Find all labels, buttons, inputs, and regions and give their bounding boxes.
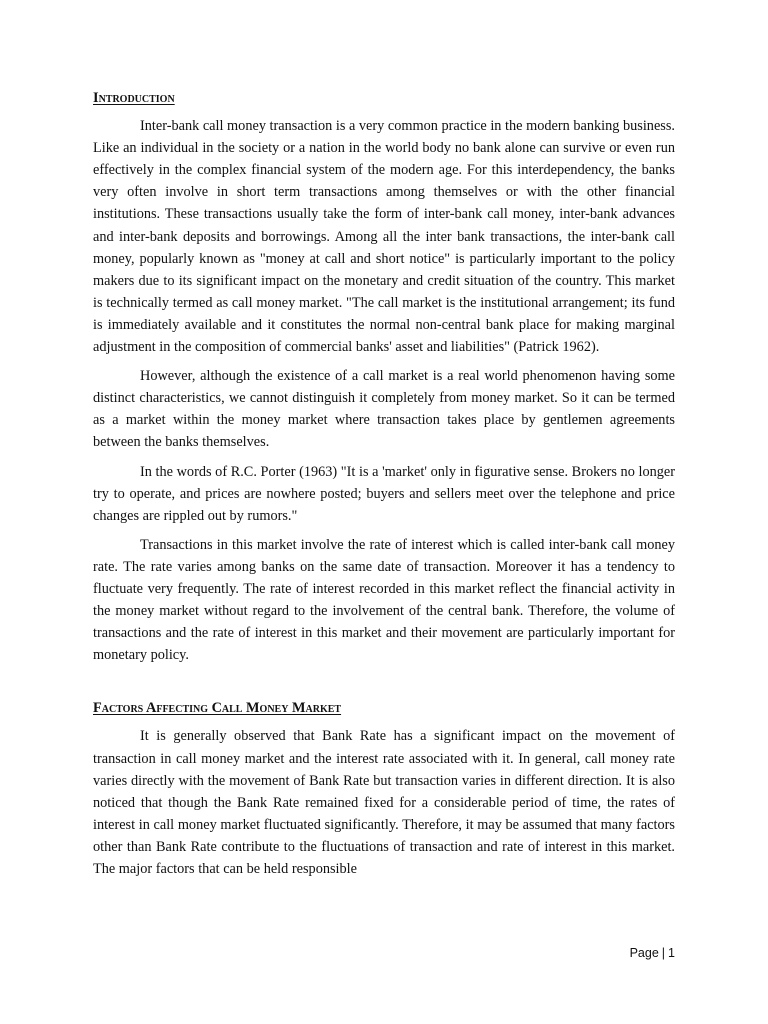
intro-paragraph-1: Inter-bank call money transaction is a very common practice in the modern banking business. Like an individual in the society or a nation in the world body no bank alone can survive or even run effectively in the complex financial system of the modern age. For this interdependency, the banks very often involve in short term transactions among themselves or with the other financial institutions. These transactions usually take the form of inter-bank call money, inter-bank advances and inter-bank deposits and borrowings. Among all the inter bank transactions, the inter-bank call money, popularly known as "money at call and short notice" is particularly important to the policy makers due to its significant impact on the monetary and credit situation of the country. This market is technically termed as call money market. "The call market is the institutional arrangement; its fund is immediately available and it constitutes the normal non-central bank place for making marginal adjustment in the composition of commercial banks' asset and liabilities" (Patrick 1962). xyxy=(93,118,675,356)
intro-paragraph-4: Transactions in this market involve the rate of interest which is called inter-bank call money rate. The rate varies among banks on the same date of transaction. Moreover it has a tendency to fluctuate very frequently. The rate of interest recorded in this market reflect the financial activity in the money market without regard to the involvement of the central bank. Therefore, the volume of transactions and the rate of interest in this market and their movement are particularly important for monetary policy. xyxy=(93,536,675,664)
factors-paragraph-1: It is generally observed that Bank Rate has a significant impact on the movement of transaction in call money market and the interest rate associated with it. In general, call money rate varies directly with the movement of Bank Rate but transaction varies in different direction. It is also noticed that though the Bank Rate remained fixed for a considerable period of time, the rates of interest in call money market fluctuated significantly. Therefore, it may be assumed that many factors other than Bank Rate contribute to the fluctuations of transaction and rate of interest in this market. The major factors that can be held responsible xyxy=(93,728,675,877)
page-label: Page xyxy=(629,946,659,960)
intro-paragraph-3: In the words of R.C. Porter (1963) "It is a 'market' only in figurative sense. Brokers no longer try to operate, and prices are nowhere posted; buyers and sellers meet over the telephone and price changes are rippled out by rumors." xyxy=(93,463,675,524)
section-heading-factors: Factors Affecting Call Money Market xyxy=(93,700,342,717)
page-footer xyxy=(630,946,675,960)
intro-paragraph-2: However, although the existence of a call market is a real world phenomenon having some distinct characteristics, we cannot distinguish it completely from money market. So it can be termed as a market within the money market where transaction takes place by gentlemen agreements between the banks themselves. xyxy=(93,368,675,451)
page-number: 1 xyxy=(668,946,675,960)
section-heading-introduction: Introduction xyxy=(93,90,175,106)
page-separator: | xyxy=(661,946,666,960)
page-body xyxy=(93,87,675,880)
